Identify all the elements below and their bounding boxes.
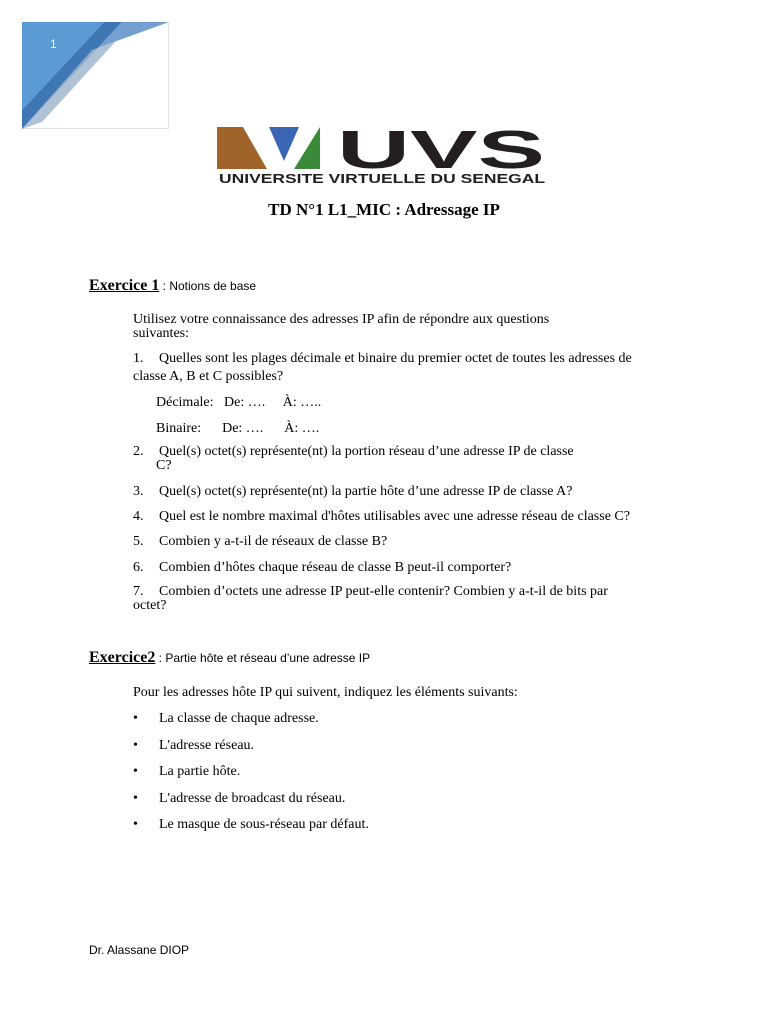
decimal-range-row: Décimale: De: …. À: ….. [156,395,322,410]
list-item: • L'adresse de broadcast du réseau. [133,791,346,806]
document-title: TD N°1 L1_MIC : Adressage IP [268,200,500,219]
exercise1-heading [89,277,256,295]
binary-range-row: Binaire: De: …. À: …. [156,421,320,436]
footer-author: Dr. Alassane DIOP [89,943,190,957]
question-3: 3. Quel(s) octet(s) représente(nt) la partie hôte d’une adresse IP de classe A? [133,484,573,499]
page-number: 1 [50,37,57,51]
exercise2-intro: Pour les adresses hôte IP qui suivent, indiquez les éléments suivants: [133,685,518,700]
exercise1-subtitle: : Notions de base [159,279,257,293]
exercise2-heading [89,649,370,667]
corner-decoration [22,22,169,129]
question-6: 6. Combien d’hôtes chaque réseau de classe B peut-il comporter? [133,560,512,575]
question-1-line2: classe A, B et C possibles? [133,369,284,384]
exercise1-label: Exercice 1 [89,277,160,294]
uvs-logo [217,125,547,187]
svg-text:UNIVERSITE VIRTUELLE DU SENEGA: UNIVERSITE VIRTUELLE DU SENEGAL [219,171,546,186]
list-item: • La classe de chaque adresse. [133,711,319,726]
question-7: 7. Combien d’octets une adresse IP peut-elle contenir? Combien y a-t-il de bits par [133,584,608,599]
exercise1-intro-line1: Utilisez votre connaissance des adresses IP afin de répondre aux questions [133,312,550,327]
question-2-line2: C? [156,458,172,473]
list-item: • Le masque de sous-réseau par défaut. [133,817,369,832]
list-item: • La partie hôte. [133,764,241,779]
list-item: • L'adresse réseau. [133,738,255,753]
exercise2-subtitle: : Partie hôte et réseau d’une adresse IP [155,651,371,665]
question-5: 5. Combien y a-t-il de réseaux de classe B? [133,534,388,549]
question-1: 1. Quelles sont les plages décimale et binaire du premier octet de toutes les adresses de [133,351,632,366]
exercise2-label: Exercice2 [89,649,156,666]
question-7-line2: octet? [133,598,167,613]
exercise1-intro-line2: suivantes: [133,326,189,341]
svg-text:UVS: UVS [337,125,545,180]
question-4: 4. Quel est le nombre maximal d'hôtes utilisables avec une adresse réseau de classe C? [133,509,630,524]
question-2: 2. Quel(s) octet(s) représente(nt) la portion réseau d’une adresse IP de classe [133,444,574,459]
